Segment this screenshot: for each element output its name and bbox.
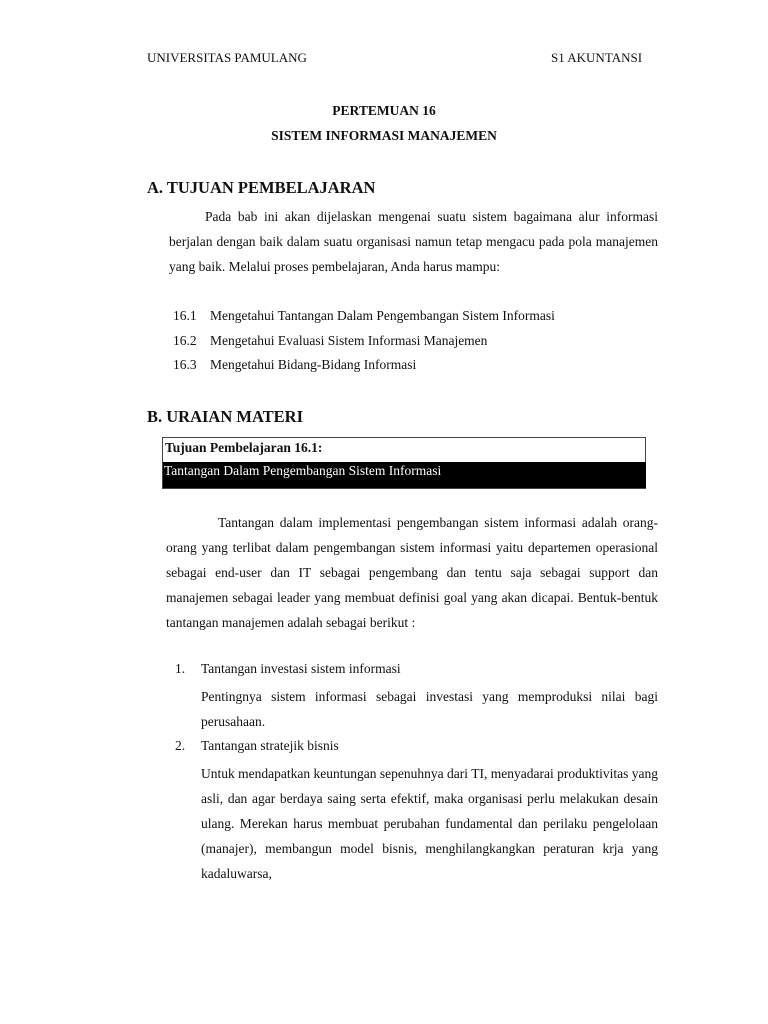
- list-item-body: Pentingnya sistem informasi sebagai investasi yang memproduksi nilai bagi perusahaan.: [201, 689, 658, 729]
- list-item-heading: Tantangan stratejik bisnis: [201, 738, 339, 753]
- objective-number: 16.3: [173, 357, 197, 372]
- document-title: SISTEM INFORMASI MANAJEMEN: [271, 128, 497, 143]
- box-title: Tujuan Pembelajaran 16.1:: [165, 440, 323, 455]
- objective-number: 16.1: [173, 308, 197, 323]
- section-b-paragraph: Tantangan dalam implementasi pengembangan sistem informasi adalah orang-orang yang terlibat dalam pengembangan sistem informasi yaitu departemen operasional sebagai end-user dan IT sebagai pengembang dan tentu saja sebagai support dan manajemen sebagai leader yang membuat definisi goal yang akan dicapai. Bentuk-bentuk tantangan manajemen adalah sebagai berikut :: [166, 515, 658, 630]
- section-a-paragraph: Pada bab ini akan dijelaskan mengenai suatu sistem bagaimana alur informasi berjalan dengan baik dalam suatu organisasi namun tetap mengacu pada pola manajemen yang baik. Melalui proses pembelajaran, Anda harus mampu:: [169, 209, 658, 274]
- meeting-title: PERTEMUAN 16: [332, 103, 436, 118]
- header-program: S1 AKUNTANSI: [551, 50, 643, 65]
- section-b-heading: B. URAIAN MATERI: [147, 407, 303, 426]
- objective-number: 16.2: [173, 333, 197, 348]
- box-subtitle-band: Tantangan Dalam Pengembangan Sistem Informasi: [163, 462, 646, 488]
- list-item-number: 1.: [175, 661, 186, 676]
- section-a-heading: A. TUJUAN PEMBELAJARAN: [147, 178, 376, 197]
- list-item-heading: Tantangan investasi sistem informasi: [201, 661, 401, 676]
- objective-item: [173, 333, 487, 349]
- objective-text: Mengetahui Tantangan Dalam Pengembangan Sistem Informasi: [210, 308, 555, 323]
- objective-text: Mengetahui Bidang-Bidang Informasi: [210, 357, 417, 372]
- objective-item: [173, 357, 416, 373]
- list-item-body: Untuk mendapatkan keuntungan sepenuhnya dari TI, menyadarai produktivitas yang asli, dan agar berdaya saing serta efektif, maka organisasi perlu melakukan desain ulang. Merekan harus membuat perubahan fundamental dan perilaku pengelolaan (manajer), membangun model bisnis, menghilangkangkan peraturan krja yang kadaluwarsa,: [201, 766, 658, 881]
- objective-item: [173, 308, 555, 324]
- learning-objective-box: [162, 437, 646, 489]
- header-university: UNIVERSITAS PAMULANG: [147, 50, 307, 65]
- list-item-number: 2.: [175, 738, 186, 753]
- objective-text: Mengetahui Evaluasi Sistem Informasi Manajemen: [210, 333, 488, 348]
